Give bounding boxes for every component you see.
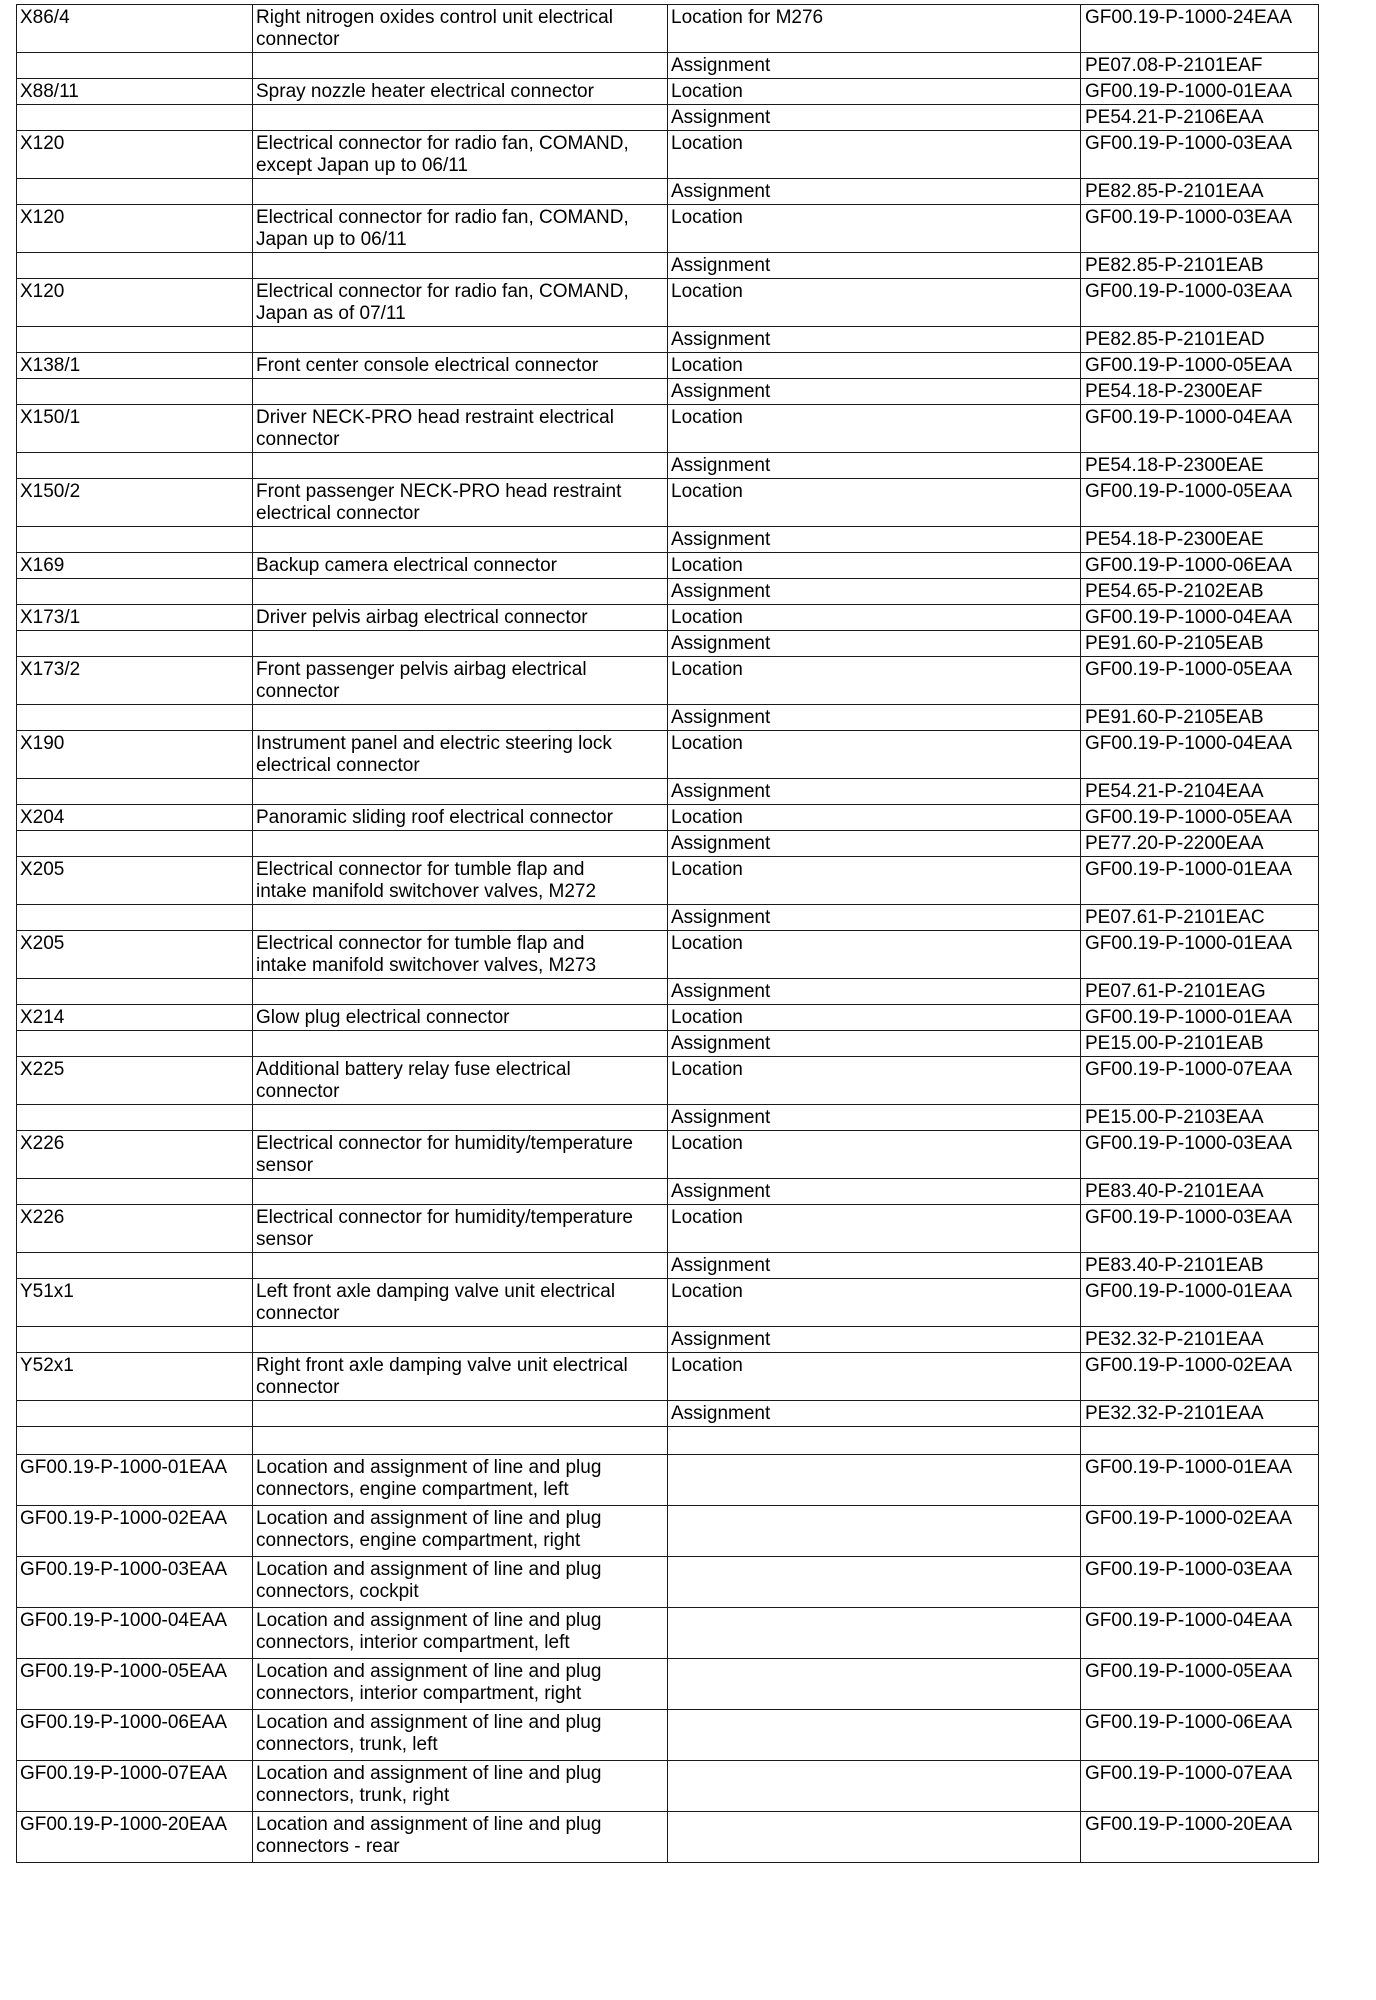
location-label: Location (668, 405, 1081, 453)
assignment-document-link[interactable]: PE83.40-P-2101EAA (1081, 1179, 1319, 1205)
table-row (17, 527, 1319, 553)
connector-description: Instrument panel and electric steering lock electrical connector (253, 731, 668, 779)
location-document-link[interactable]: GF00.19-P-1000-02EAA (1081, 1353, 1319, 1401)
empty-cell (253, 631, 668, 657)
empty-cell (17, 1031, 253, 1057)
reference-description: Location and assignment of line and plug connectors, cockpit (253, 1557, 668, 1608)
table-row (17, 1179, 1319, 1205)
table-row (17, 553, 1319, 579)
reference-description: Location and assignment of line and plug connectors, trunk, right (253, 1761, 668, 1812)
table-row (17, 1253, 1319, 1279)
empty-cell (668, 1761, 1081, 1812)
assignment-label: Assignment (668, 579, 1081, 605)
reference-row (17, 1557, 1319, 1608)
assignment-label: Assignment (668, 1401, 1081, 1427)
reference-code: GF00.19-P-1000-01EAA (17, 1455, 253, 1506)
table-row (17, 131, 1319, 179)
location-label: Location (668, 1131, 1081, 1179)
reference-document-link[interactable]: GF00.19-P-1000-01EAA (1081, 1455, 1319, 1506)
assignment-document-link[interactable]: PE54.21-P-2106EAA (1081, 105, 1319, 131)
assignment-document-link[interactable]: PE83.40-P-2101EAB (1081, 1253, 1319, 1279)
connector-id: X138/1 (17, 353, 253, 379)
assignment-document-link[interactable]: PE54.18-P-2300EAE (1081, 527, 1319, 553)
assignment-label: Assignment (668, 379, 1081, 405)
connector-description: Electrical connector for radio fan, COMAND, except Japan up to 06/11 (253, 131, 668, 179)
empty-cell (17, 453, 253, 479)
assignment-document-link[interactable]: PE54.21-P-2104EAA (1081, 779, 1319, 805)
empty-cell (253, 379, 668, 405)
location-label: Location (668, 731, 1081, 779)
empty-cell (253, 979, 668, 1005)
empty-cell (253, 1401, 668, 1427)
empty-cell (668, 1455, 1081, 1506)
assignment-document-link[interactable]: PE91.60-P-2105EAB (1081, 705, 1319, 731)
connector-description: Driver pelvis airbag electrical connector (253, 605, 668, 631)
table-row (17, 905, 1319, 931)
location-label: Location (668, 1205, 1081, 1253)
empty-cell (253, 779, 668, 805)
connector-description: Driver NECK-PRO head restraint electrical connector (253, 405, 668, 453)
location-document-link[interactable]: GF00.19-P-1000-03EAA (1081, 1131, 1319, 1179)
location-document-link[interactable]: GF00.19-P-1000-05EAA (1081, 353, 1319, 379)
reference-description: Location and assignment of line and plug connectors, engine compartment, right (253, 1506, 668, 1557)
connector-description: Front passenger pelvis airbag electrical connector (253, 657, 668, 705)
connector-id: X169 (17, 553, 253, 579)
location-document-link[interactable]: GF00.19-P-1000-06EAA (1081, 553, 1319, 579)
location-document-link[interactable]: GF00.19-P-1000-05EAA (1081, 657, 1319, 705)
connector-description: Front center console electrical connector (253, 353, 668, 379)
table-row (17, 1279, 1319, 1327)
reference-description: Location and assignment of line and plug connectors, trunk, left (253, 1710, 668, 1761)
table-row (17, 1031, 1319, 1057)
assignment-document-link[interactable]: PE82.85-P-2101EAA (1081, 179, 1319, 205)
empty-cell (17, 327, 253, 353)
location-label: Location (668, 479, 1081, 527)
empty-cell (17, 1327, 253, 1353)
reference-description: Location and assignment of line and plug connectors, engine compartment, left (253, 1455, 668, 1506)
location-document-link[interactable]: GF00.19-P-1000-03EAA (1081, 205, 1319, 253)
assignment-document-link[interactable]: PE32.32-P-2101EAA (1081, 1327, 1319, 1353)
empty-cell (17, 253, 253, 279)
table-row (17, 779, 1319, 805)
empty-cell (17, 705, 253, 731)
connector-description: Electrical connector for humidity/temperature sensor (253, 1131, 668, 1179)
assignment-label: Assignment (668, 979, 1081, 1005)
connector-id: Y51x1 (17, 1279, 253, 1327)
location-document-link[interactable]: GF00.19-P-1000-03EAA (1081, 1205, 1319, 1253)
empty-cell (17, 631, 253, 657)
reference-code: GF00.19-P-1000-03EAA (17, 1557, 253, 1608)
connector-description: Electrical connector for radio fan, COMAND, Japan as of 07/11 (253, 279, 668, 327)
empty-cell (17, 831, 253, 857)
connector-id: X204 (17, 805, 253, 831)
location-label: Location (668, 931, 1081, 979)
location-document-link[interactable]: GF00.19-P-1000-01EAA (1081, 931, 1319, 979)
connector-id: X120 (17, 131, 253, 179)
empty-cell (253, 179, 668, 205)
empty-cell (253, 831, 668, 857)
location-document-link[interactable]: GF00.19-P-1000-01EAA (1081, 1005, 1319, 1031)
location-document-link[interactable]: GF00.19-P-1000-01EAA (1081, 1279, 1319, 1327)
reference-row (17, 1710, 1319, 1761)
connector-description: Right front axle damping valve unit electrical connector (253, 1353, 668, 1401)
location-label: Location (668, 1353, 1081, 1401)
location-document-link[interactable]: GF00.19-P-1000-01EAA (1081, 857, 1319, 905)
empty-cell (253, 1427, 668, 1455)
table-row (17, 731, 1319, 779)
table-row (17, 1057, 1319, 1105)
connector-description: Electrical connector for radio fan, COMAND, Japan up to 06/11 (253, 205, 668, 253)
connector-id: X120 (17, 279, 253, 327)
empty-cell (253, 1031, 668, 1057)
assignment-document-link[interactable]: PE07.61-P-2101EAC (1081, 905, 1319, 931)
connector-id: Y52x1 (17, 1353, 253, 1401)
reference-description: Location and assignment of line and plug connectors, interior compartment, left (253, 1608, 668, 1659)
empty-cell (17, 1401, 253, 1427)
empty-cell (668, 1506, 1081, 1557)
connector-description: Glow plug electrical connector (253, 1005, 668, 1031)
connector-description: Spray nozzle heater electrical connector (253, 79, 668, 105)
empty-cell (253, 1179, 668, 1205)
empty-cell (17, 779, 253, 805)
reference-code: GF00.19-P-1000-02EAA (17, 1506, 253, 1557)
empty-cell (253, 327, 668, 353)
reference-code: GF00.19-P-1000-04EAA (17, 1608, 253, 1659)
connector-id: X226 (17, 1131, 253, 1179)
assignment-label: Assignment (668, 1327, 1081, 1353)
table-row (17, 179, 1319, 205)
location-label: Location (668, 1279, 1081, 1327)
empty-cell (17, 1427, 253, 1455)
location-label: Location (668, 353, 1081, 379)
connector-id: X120 (17, 205, 253, 253)
location-document-link[interactable]: GF00.19-P-1000-03EAA (1081, 279, 1319, 327)
assignment-label: Assignment (668, 53, 1081, 79)
connector-id: X190 (17, 731, 253, 779)
empty-cell (17, 179, 253, 205)
empty-cell (253, 905, 668, 931)
empty-cell (17, 579, 253, 605)
location-label: Location (668, 657, 1081, 705)
connector-id: X150/1 (17, 405, 253, 453)
location-label: Location (668, 805, 1081, 831)
empty-cell (17, 379, 253, 405)
reference-code: GF00.19-P-1000-20EAA (17, 1812, 253, 1863)
empty-cell (253, 1327, 668, 1353)
table-row (17, 631, 1319, 657)
location-label: Location (668, 205, 1081, 253)
connector-description: Backup camera electrical connector (253, 553, 668, 579)
table-row (17, 479, 1319, 527)
table-row (17, 253, 1319, 279)
location-label: Location (668, 605, 1081, 631)
connector-description: Electrical connector for humidity/temperature sensor (253, 1205, 668, 1253)
empty-cell (668, 1812, 1081, 1863)
location-document-link[interactable]: GF00.19-P-1000-05EAA (1081, 805, 1319, 831)
table-row (17, 805, 1319, 831)
table-row (17, 705, 1319, 731)
reference-code: GF00.19-P-1000-06EAA (17, 1710, 253, 1761)
empty-cell (253, 53, 668, 79)
location-label: Location (668, 553, 1081, 579)
table-row (17, 53, 1319, 79)
empty-cell (17, 1179, 253, 1205)
reference-code: GF00.19-P-1000-05EAA (17, 1659, 253, 1710)
empty-cell (668, 1710, 1081, 1761)
connector-description: Panoramic sliding roof electrical connector (253, 805, 668, 831)
location-document-link[interactable]: GF00.19-P-1000-04EAA (1081, 405, 1319, 453)
location-document-link[interactable]: GF00.19-P-1000-04EAA (1081, 731, 1319, 779)
location-document-link[interactable]: GF00.19-P-1000-01EAA (1081, 79, 1319, 105)
table-row (17, 1327, 1319, 1353)
connector-id: X214 (17, 1005, 253, 1031)
table-row (17, 279, 1319, 327)
location-label: Location for M276 (668, 5, 1081, 53)
empty-cell (253, 579, 668, 605)
connector-description: Front passenger NECK-PRO head restraint electrical connector (253, 479, 668, 527)
connector-description: Left front axle damping valve unit electrical connector (253, 1279, 668, 1327)
reference-description: Location and assignment of line and plug connectors, interior compartment, right (253, 1659, 668, 1710)
empty-cell (253, 253, 668, 279)
empty-cell (668, 1659, 1081, 1710)
assignment-document-link[interactable]: PE54.18-P-2300EAF (1081, 379, 1319, 405)
table-row (17, 1105, 1319, 1131)
assignment-document-link[interactable]: PE15.00-P-2103EAA (1081, 1105, 1319, 1131)
assignment-label: Assignment (668, 453, 1081, 479)
assignment-label: Assignment (668, 327, 1081, 353)
reference-document-link[interactable]: GF00.19-P-1000-05EAA (1081, 1659, 1319, 1710)
table-row (17, 405, 1319, 453)
empty-cell (253, 527, 668, 553)
assignment-document-link[interactable]: PE54.18-P-2300EAE (1081, 453, 1319, 479)
reference-row (17, 1608, 1319, 1659)
table-row (17, 605, 1319, 631)
assignment-label: Assignment (668, 905, 1081, 931)
assignment-label: Assignment (668, 1031, 1081, 1057)
reference-document-link[interactable]: GF00.19-P-1000-04EAA (1081, 1608, 1319, 1659)
table-row (17, 327, 1319, 353)
table-row (17, 5, 1319, 53)
assignment-document-link[interactable]: PE54.65-P-2102EAB (1081, 579, 1319, 605)
reference-description: Location and assignment of line and plug connectors - rear (253, 1812, 668, 1863)
table-row-spacer (17, 1427, 1319, 1455)
location-document-link[interactable]: GF00.19-P-1000-07EAA (1081, 1057, 1319, 1105)
table-row (17, 1131, 1319, 1179)
empty-cell (253, 705, 668, 731)
reference-row (17, 1659, 1319, 1710)
location-label: Location (668, 79, 1081, 105)
connector-id: X86/4 (17, 5, 253, 53)
empty-cell (17, 53, 253, 79)
location-label: Location (668, 857, 1081, 905)
assignment-label: Assignment (668, 1253, 1081, 1279)
connector-id: X150/2 (17, 479, 253, 527)
reference-row (17, 1506, 1319, 1557)
empty-cell (253, 105, 668, 131)
table-row (17, 79, 1319, 105)
reference-row (17, 1812, 1319, 1863)
empty-cell (17, 1105, 253, 1131)
table-row (17, 579, 1319, 605)
empty-cell (17, 527, 253, 553)
assignment-document-link[interactable]: PE77.20-P-2200EAA (1081, 831, 1319, 857)
connector-description: Additional battery relay fuse electrical connector (253, 1057, 668, 1105)
assignment-label: Assignment (668, 831, 1081, 857)
connector-id: X225 (17, 1057, 253, 1105)
assignment-label: Assignment (668, 779, 1081, 805)
empty-cell (668, 1557, 1081, 1608)
empty-cell (668, 1427, 1081, 1455)
assignment-document-link[interactable]: PE07.08-P-2101EAF (1081, 53, 1319, 79)
empty-cell (17, 905, 253, 931)
connector-description: Right nitrogen oxides control unit electrical connector (253, 5, 668, 53)
assignment-label: Assignment (668, 705, 1081, 731)
table-row (17, 979, 1319, 1005)
empty-cell (253, 1253, 668, 1279)
location-document-link[interactable]: GF00.19-P-1000-05EAA (1081, 479, 1319, 527)
assignment-document-link[interactable]: PE82.85-P-2101EAB (1081, 253, 1319, 279)
empty-cell (1081, 1427, 1319, 1455)
connector-table-body (17, 5, 1319, 1863)
assignment-document-link[interactable]: PE32.32-P-2101EAA (1081, 1401, 1319, 1427)
empty-cell (668, 1608, 1081, 1659)
connector-id: X173/1 (17, 605, 253, 631)
location-label: Location (668, 1057, 1081, 1105)
table-row (17, 857, 1319, 905)
connector-description: Electrical connector for tumble flap and intake manifold switchover valves, M273 (253, 931, 668, 979)
assignment-document-link[interactable]: PE15.00-P-2101EAB (1081, 1031, 1319, 1057)
reference-code: GF00.19-P-1000-07EAA (17, 1761, 253, 1812)
connector-id: X205 (17, 931, 253, 979)
location-document-link[interactable]: GF00.19-P-1000-24EAA (1081, 5, 1319, 53)
empty-cell (253, 1105, 668, 1131)
location-document-link[interactable]: GF00.19-P-1000-04EAA (1081, 605, 1319, 631)
location-label: Location (668, 1005, 1081, 1031)
empty-cell (17, 1253, 253, 1279)
assignment-label: Assignment (668, 631, 1081, 657)
reference-document-link[interactable]: GF00.19-P-1000-02EAA (1081, 1506, 1319, 1557)
assignment-label: Assignment (668, 1105, 1081, 1131)
assignment-label: Assignment (668, 527, 1081, 553)
empty-cell (253, 453, 668, 479)
connector-id: X226 (17, 1205, 253, 1253)
location-label: Location (668, 131, 1081, 179)
connector-id: X88/11 (17, 79, 253, 105)
reference-document-link[interactable]: GF00.19-P-1000-20EAA (1081, 1812, 1319, 1863)
empty-cell (17, 105, 253, 131)
assignment-document-link[interactable]: PE82.85-P-2101EAD (1081, 327, 1319, 353)
reference-document-link[interactable]: GF00.19-P-1000-07EAA (1081, 1761, 1319, 1812)
table-row (17, 353, 1319, 379)
assignment-label: Assignment (668, 253, 1081, 279)
assignment-document-link[interactable]: PE91.60-P-2105EAB (1081, 631, 1319, 657)
table-row (17, 1005, 1319, 1031)
reference-document-link[interactable]: GF00.19-P-1000-03EAA (1081, 1557, 1319, 1608)
table-row (17, 657, 1319, 705)
connector-table (16, 4, 1319, 1863)
connector-id: X205 (17, 857, 253, 905)
assignment-label: Assignment (668, 179, 1081, 205)
table-row (17, 205, 1319, 253)
assignment-document-link[interactable]: PE07.61-P-2101EAG (1081, 979, 1319, 1005)
connector-document (16, 4, 1318, 1863)
table-row (17, 1401, 1319, 1427)
reference-row (17, 1455, 1319, 1506)
table-row (17, 105, 1319, 131)
location-document-link[interactable]: GF00.19-P-1000-03EAA (1081, 131, 1319, 179)
table-row (17, 379, 1319, 405)
table-row (17, 453, 1319, 479)
table-row (17, 931, 1319, 979)
assignment-label: Assignment (668, 105, 1081, 131)
empty-cell (17, 979, 253, 1005)
table-row (17, 1205, 1319, 1253)
location-label: Location (668, 279, 1081, 327)
connector-id: X173/2 (17, 657, 253, 705)
connector-description: Electrical connector for tumble flap and intake manifold switchover valves, M272 (253, 857, 668, 905)
assignment-label: Assignment (668, 1179, 1081, 1205)
table-row (17, 1353, 1319, 1401)
reference-document-link[interactable]: GF00.19-P-1000-06EAA (1081, 1710, 1319, 1761)
reference-row (17, 1761, 1319, 1812)
table-row (17, 831, 1319, 857)
